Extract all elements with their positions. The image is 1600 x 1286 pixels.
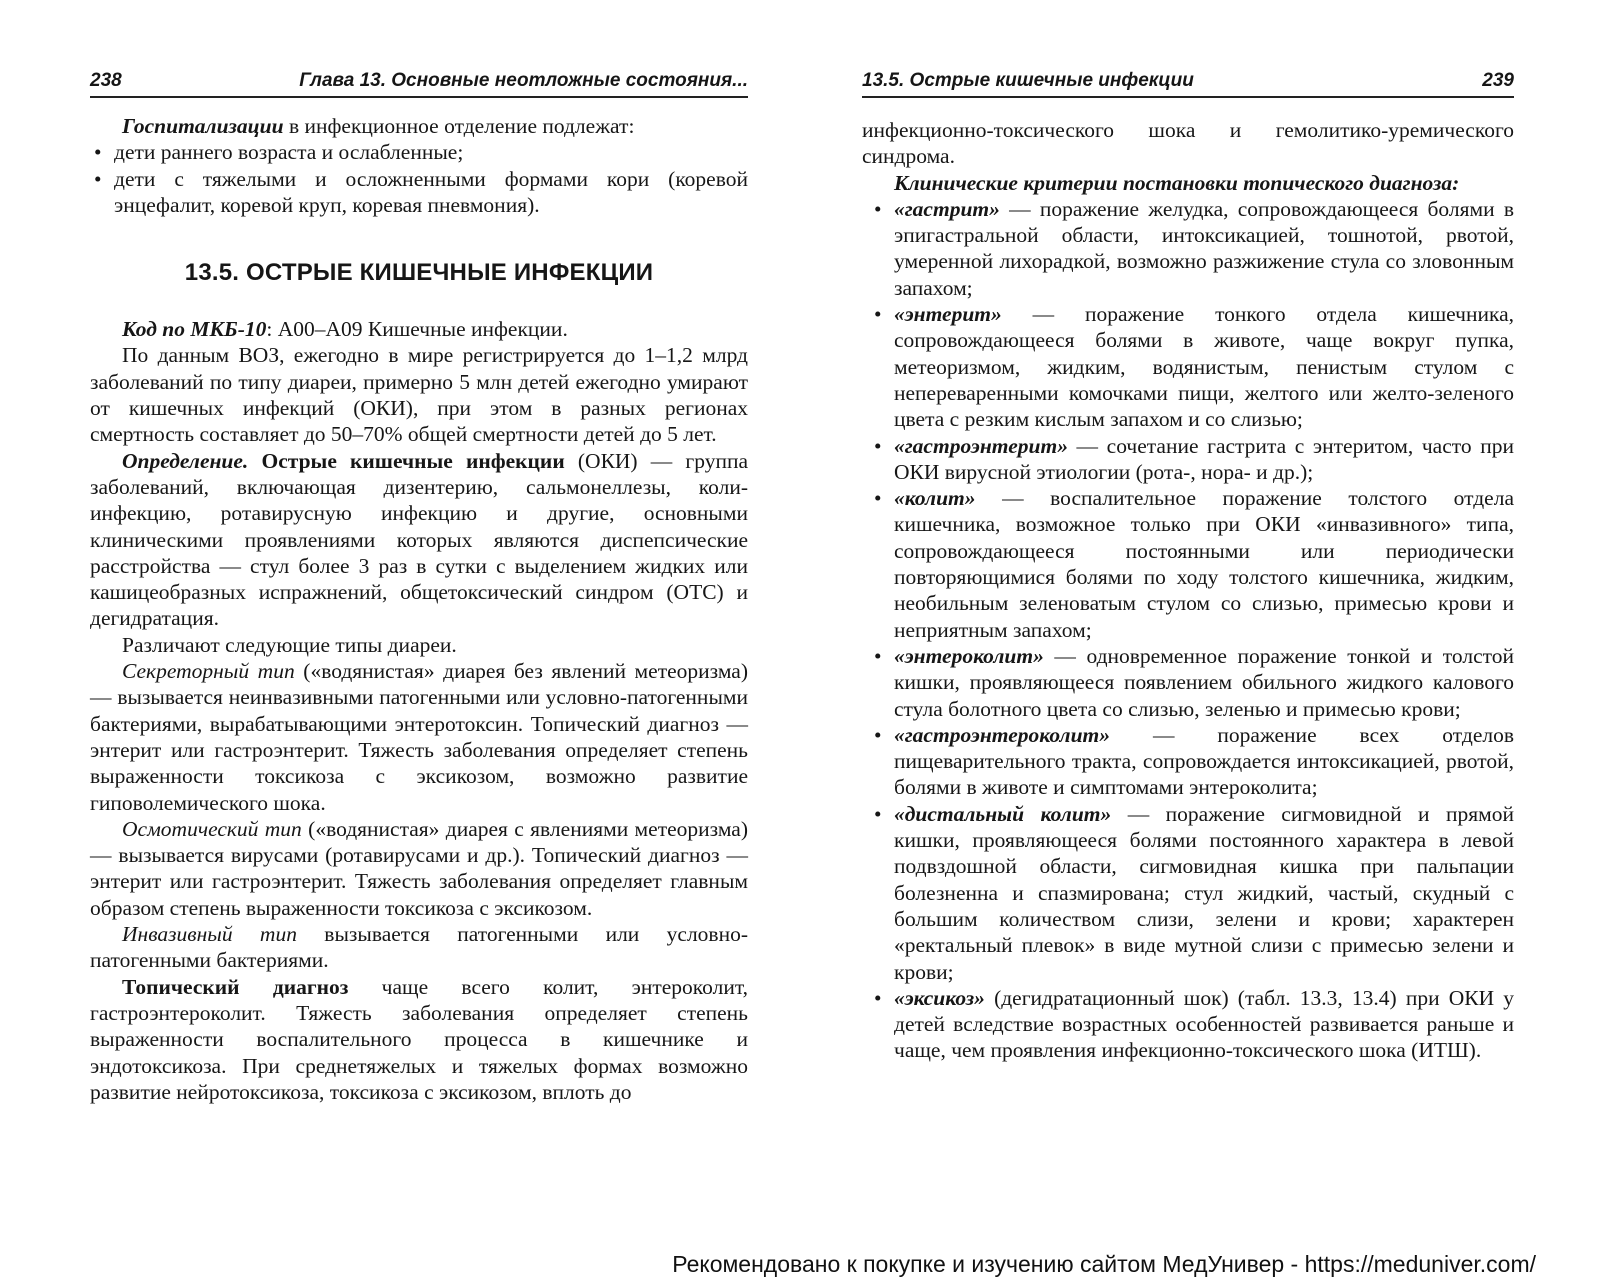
list-item bbox=[862, 801, 1514, 985]
criterion-text: (дегидратационный шок) (табл. 13.3, 13.4) при ОКИ у детей вследствие возрастных особенностей развивается раньше и чаще, чем проявления инфекционно-токсического шока (ИТШ). bbox=[894, 985, 1514, 1063]
continuation-paragraph: инфекционно-токсического шока и гемолитико-уремического синдрома. bbox=[862, 118, 1514, 169]
osmotic-paragraph bbox=[90, 816, 748, 921]
hospitalization-list bbox=[90, 139, 748, 218]
hospitalization-text: в инфекционное отделение подлежат: bbox=[283, 114, 635, 138]
criterion-text: — поражение сигмовидной и прямой кишки, проявляющееся болями постоянного характера в левой подвздошной области, сигмовидная кишка при пальпации болезненна и спазмирована; стул жидкий, частый, скудный с большим количеством слизи, зелени и крови; характерен «ректальный плевок» в виде мутной слизи с примесью зелени и крови; bbox=[894, 801, 1514, 984]
definition-bold-term: Острые кишечные инфекции bbox=[261, 448, 565, 473]
running-title: Глава 13. Основные неотложные состояния... bbox=[299, 70, 748, 91]
criterion-term: «дистальный колит» bbox=[894, 801, 1112, 826]
secretory-text: («водянистая» диарея без явлений метеоризма) — вызывается неинвазивными патогенными или условно-патогенными бактериями, вырабатывающими энтеротоксин. Топический диагноз — энтерит или гастроэнтерит. Тяжесть заболевания определяет степень выраженности токсикоза с эксикозом, возможно развитие гиповолемического шока. bbox=[90, 659, 748, 815]
running-header-right bbox=[862, 66, 1514, 98]
list-item bbox=[862, 722, 1514, 801]
page-number: 239 bbox=[1482, 70, 1514, 91]
criterion-term: «гастроэнтерит» bbox=[894, 433, 1068, 458]
secretory-paragraph bbox=[90, 658, 748, 816]
list-item: • дети с тяжелыми и осложненными формами кори (коревой энцефалит, коревой круп, коревая пневмония). bbox=[90, 166, 748, 219]
hospitalization-term: Госпитализации bbox=[122, 114, 284, 138]
footer-note: Рекомендовано к покупке и изучению сайтом МедУнивер - https://meduniver.com/ bbox=[672, 1251, 1536, 1277]
list-item bbox=[862, 433, 1514, 486]
list-item bbox=[862, 485, 1514, 643]
invasive-text: вызывается патогенными или условно-патогенными бактериями. bbox=[90, 922, 748, 973]
list-item bbox=[862, 985, 1514, 1064]
criterion-term: «гастроэнтероколит» bbox=[894, 722, 1111, 747]
criterion-term: «колит» bbox=[894, 486, 976, 511]
icd-code-term: Код по МКБ-10 bbox=[122, 317, 267, 342]
topical-text: чаще всего колит, энтероколит, гастроэнтероколит. Тяжесть заболевания определяет степень выраженности воспалительного процесса в кишечнике и эндотоксикоза. При среднетяжелых и тяжелых формах возможно развитие нейротоксикоза, токсикоза с эксикозом, вплоть до bbox=[90, 974, 749, 1104]
criterion-text: — поражение тонкого отдела кишечника, сопровождающееся болями в животе, чаще вокруг пупка, метеоризмом, жидким, водянистым, пенистым стулом с непереваренными комочками пищи, желтого или желто-зеленого цвета с резким кислым запахом и со слизью; bbox=[894, 302, 1514, 432]
criterion-text: — сочетание гастрита с энтеритом, часто при ОКИ вирусной этиологии (рота-, нора- и др.); bbox=[894, 433, 1514, 484]
criterion-term: «гастрит» bbox=[894, 196, 1000, 221]
icd-code-paragraph bbox=[90, 316, 748, 342]
definition-text: (ОКИ) — группа заболеваний, включающая дизентерию, сальмонеллезы, коли-инфекцию, ротавирусную инфекцию и другие, основными клиническими проявлениями которых являются диспепсические расстройства — стул более 3 раз в сутки с выделением жидких или кашицеобразных испражнений, общетоксический синдром (ОТС) и дегидратация. bbox=[90, 448, 749, 631]
criteria-list bbox=[862, 196, 1514, 1064]
criterion-text: — поражение всех отделов пищеварительного тракта, сопровождается интоксикацией, рвотой, болями в животе и симптомами энтероколита; bbox=[894, 722, 1514, 800]
page-number: 238 bbox=[90, 70, 122, 91]
right-page-body bbox=[862, 117, 1514, 1064]
invasive-term: Инвазивный тип bbox=[122, 922, 297, 947]
topical-term: Топический диагноз bbox=[122, 974, 349, 999]
list-item: • дети раннего возраста и ослабленные; bbox=[90, 139, 748, 165]
osmotic-text: («водянистая» диарея с явлениями метеоризма) — вызывается вирусами (ротавирусами и др.). Топический диагноз — энтерит или гастроэнтерит. Тяжесть заболевания определяет главным образом степень выраженности токсикоза с эксикозом. bbox=[90, 816, 748, 920]
list-item bbox=[862, 301, 1514, 432]
left-page-body bbox=[90, 113, 748, 1105]
list-item bbox=[862, 196, 1514, 301]
criterion-text: — воспалительное поражение толстого отдела кишечника, возможное только при ОКИ «инвазивного» типа, сопровождающееся постоянными или периодически повторяющимися болями по ходу толстого кишечника, жидким, необильным зеленоватым стулом со слизью, примесью крови и неприятным запахом; bbox=[894, 486, 1514, 642]
icd-code-text: : А00–А09 Кишечные инфекции. bbox=[266, 317, 568, 342]
criterion-text: — поражение желудка, сопровождающееся болями в эпигастральной области, интоксикацией, тошнотой, рвотой, умеренной лихорадкой, возможно разжижение стула со зловонным запахом; bbox=[894, 196, 1514, 300]
criterion-term: «энтерит» bbox=[894, 302, 1002, 327]
section-title: 13.5. ОСТРЫЕ КИШЕЧНЫЕ ИНФЕКЦИИ bbox=[184, 259, 654, 287]
criterion-term: «энтероколит» bbox=[894, 643, 1044, 668]
secretory-term: Секреторный тип bbox=[122, 659, 295, 684]
osmotic-term: Осмотический тип bbox=[122, 816, 302, 841]
who-paragraph: По данным ВОЗ, ежегодно в мире регистрируется до 1–1,2 млрд заболеваний по типу диареи, примерно 5 млн детей ежегодно умирают от кишечных инфекций (ОКИ), при этом в разных регионах смертность составляет до 50–70% общей смертности детей до 5 лет. bbox=[90, 343, 748, 447]
running-title: 13.5. Острые кишечные инфекции bbox=[862, 70, 1194, 91]
criteria-heading-paragraph bbox=[862, 170, 1514, 196]
running-header-left bbox=[90, 66, 748, 98]
list-item bbox=[862, 643, 1514, 722]
criterion-text: — одновременное поражение тонкой и толстой кишки, проявляющееся появлением обильного жидкого калового стула болотного цвета со слизью, зеленью и примесью крови; bbox=[894, 643, 1514, 721]
types-intro: Различают следующие типы диареи. bbox=[122, 632, 457, 657]
definition-term: Определение. bbox=[122, 448, 249, 473]
invasive-paragraph bbox=[90, 921, 748, 974]
criterion-term: «эксикоз» bbox=[894, 985, 985, 1010]
hospitalization-paragraph bbox=[90, 113, 748, 139]
topical-paragraph bbox=[90, 974, 748, 1105]
criteria-heading: Клинические критерии постановки топического диагноза: bbox=[894, 170, 1460, 195]
definition-paragraph bbox=[90, 448, 748, 632]
